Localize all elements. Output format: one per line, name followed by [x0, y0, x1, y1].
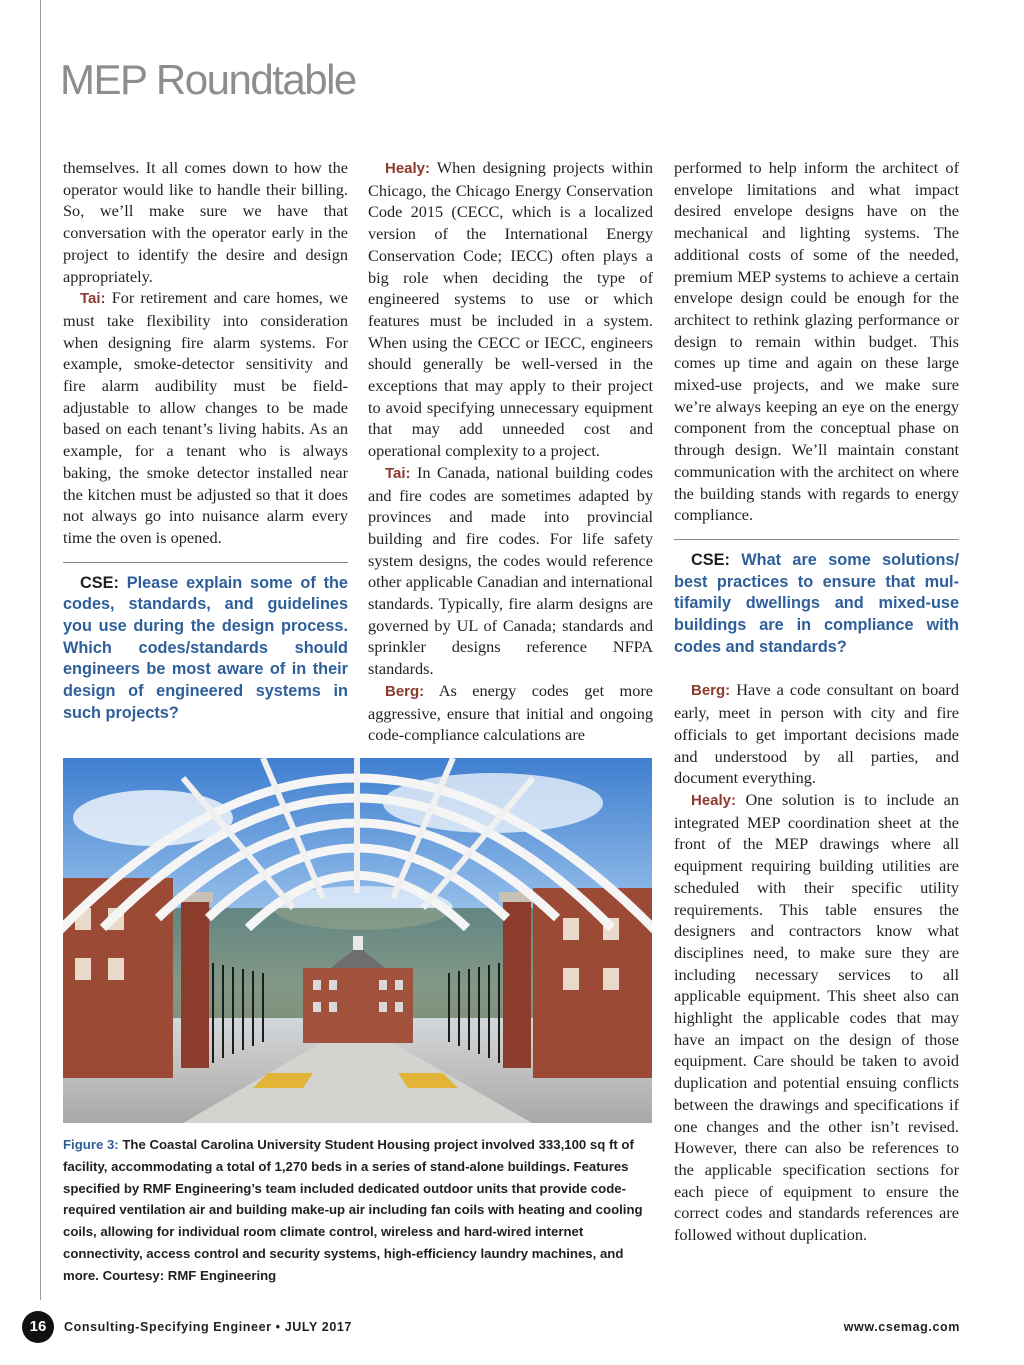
left-margin-rule: [40, 0, 41, 1300]
column-2: [368, 157, 653, 746]
footer-publication: Consulting-Specifying Engineer • JULY 2017: [64, 1320, 352, 1334]
speaker-label: Berg:: [691, 682, 731, 700]
pergola-walkway-photo: [63, 758, 652, 1123]
caption-text: The Coastal Carolina University Student Housing project involved 333,100 sq ft of facility, accommodating a total of 1,270 beds in a series of stand-alone buildings. Features specified by RMF Engineering’s team included dedicated outdoor units that provide code-required ventilation air and building make-up air including fan coils with heating and cooling coils, allowing for individual room climate control, wireless and hard-wired internet connectivity, access control and security systems, high-efficiency laundry machines, and more. Courtesy: RMF Engineering: [63, 1137, 643, 1283]
paragraph: themselves. It all comes down to how the operator would like to handle their billing. So, we’ll make sure we have that conversation with the operator early in the project to identify the desire and design appropriately.: [63, 158, 348, 286]
page-number-badge: 16: [22, 1311, 54, 1343]
paragraph: performed to help inform the architect of envelope limitations and what impact desired envelope designs have on the mechanical and lighting systems. The additional costs of some of the needed, premium MEP systems to achieve a certain envelope design could be enough for the architect to rethink glazing performance or design to remain within budget. This comes up time and again on these large mixed-use projects, and we make sure we’re always keeping an eye on the energy component from the conceptual phase on through design. We’ll maintain constant communication with the architect on where the building stands with regards to energy compliance.: [674, 158, 959, 525]
column-3: [674, 157, 959, 1246]
paragraph: [368, 462, 653, 680]
answer-text: As energy codes get more aggressive, ensure that initial and ongoing code-compliance calculations are: [368, 680, 653, 745]
speaker-label: Healy:: [691, 791, 737, 809]
question: [674, 550, 959, 659]
column-1: [63, 157, 348, 725]
question-divider: [674, 539, 959, 540]
question-text: Please explain some of the codes, standards, and guidelines you use during the design process. Which codes/standards should engineers be most aware of in their design of engineered systems in such projects?: [63, 573, 348, 722]
figure-label: Figure 3:: [63, 1137, 119, 1152]
speaker-label: Tai:: [385, 464, 411, 482]
question-text: What are some solutions/ best practices to ensure that multifamily dwellings and mixed-use buildings are in compliance with codes and standards?: [674, 550, 959, 656]
speaker-label: Berg:: [385, 682, 425, 700]
answer-text: In Canada, national building codes and fire codes are sometimes adapted by provinces and made into provincial building and fire codes. For life safety system designs, the codes would reference other applicable Canadian and international standards. Typically, fire alarm designs are governed by UL of Canada; standards and sprinkler designs reference NFPA standards.: [368, 462, 653, 679]
cse-label: CSE:: [691, 550, 730, 569]
question-divider: [63, 562, 348, 563]
speaker-label: Tai:: [80, 290, 106, 308]
footer-website-link[interactable]: www.csemag.com: [843, 1320, 960, 1334]
section-title: MEP Roundtable: [60, 56, 356, 103]
paragraph: [674, 679, 959, 789]
paragraph: [368, 157, 653, 462]
answer-text: Have a code consultant on board early, meet in person with city and fire officials to get important decisions made and understood by all parties, and document everything.: [674, 680, 959, 788]
answer-text: When designing projects within Chicago, the Chicago Energy Conservation Code 2015 (CECC, which is a localized version of the International Energy Conservation Code; IECC) often plays a big role when deciding the type of engineered systems to use or which features must be included in a system. When using the CECC or IECC, engineers should generally be well-versed in the exceptions that may apply to their project to avoid specifying unnecessary equipment that may add unneeded cost and operational complexity to a project.: [368, 158, 653, 461]
cse-label: CSE:: [80, 573, 119, 592]
paragraph: [674, 789, 959, 1246]
figure-photo: [63, 758, 652, 1123]
answer-text: One solution is to include an integrated MEP coordination sheet at the front of the MEP drawings where all equipment requiring building utilities are scheduled with their specific utility requirements. This table ensures the designers and contractors know what disciplines need, to make sure they are including necessary services to all applicable equipment. This sheet also can highlight the applicable codes that may have an impact on the design of those equipment. Care should be taken to avoid duplication and potential ensuing conflicts between the drawings and specifications if one changes and the other isn’t revised. However, there can also be references to the applicable specification sections for each piece of equipment to ensure the correct codes and standards references are followed without duplication.: [674, 789, 959, 1245]
speaker-label: Healy:: [385, 160, 431, 177]
figure-caption: [63, 1134, 658, 1287]
paragraph: [63, 287, 348, 548]
question: [63, 573, 348, 725]
paragraph: [368, 680, 653, 746]
answer-text: For retirement and care homes, we must take flexibility into consideration when designing fire alarm systems. For example, smoke-detector sensitivity and fire alarm audibility must be field-adjustable to allow changes to be made based on each tenant’s living habits. As an example, for a tenant who is always baking, the smoke detector installed near the kitchen must be adjusted so that it does not always go into nuisance alarm every time the oven is opened.: [63, 288, 348, 547]
